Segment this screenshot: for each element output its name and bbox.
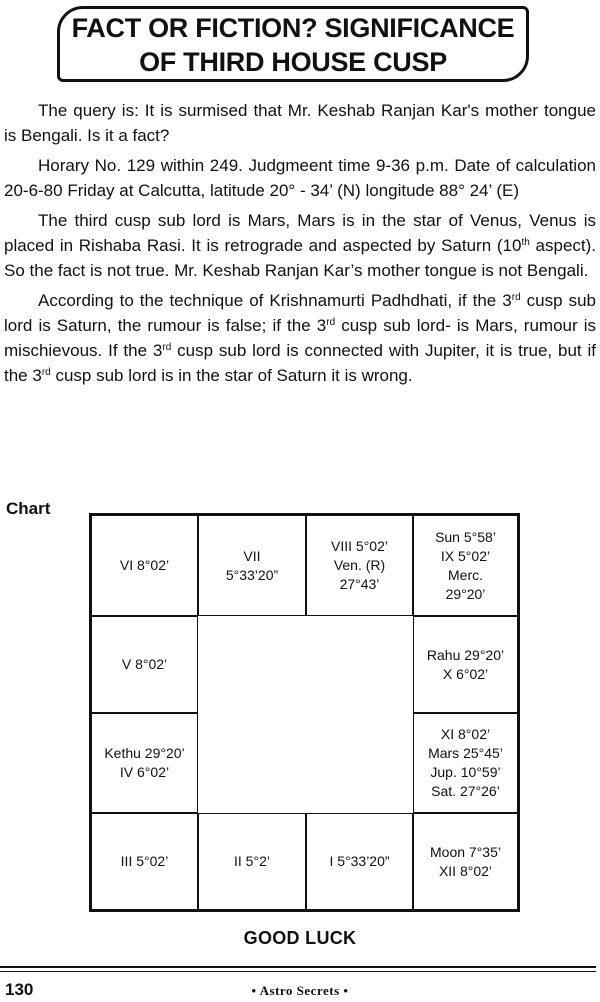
chart-cell-text: Merc. xyxy=(448,566,483,583)
technique-text-c: cusp sub lord- is Mars, rumour is mischievous. If the 3 xyxy=(4,316,597,360)
chart-cell-text: Moon 7°35’ xyxy=(430,843,501,860)
chart-cell-text: 5°33’20” xyxy=(225,566,279,583)
chart-cell-r4c3 xyxy=(306,813,413,910)
chart-cell-text: VIII 5°02’ xyxy=(331,538,388,554)
horoscope-chart xyxy=(89,513,520,912)
footer-rule-thick xyxy=(0,966,596,968)
chart-cell-text: XI 8°02’ xyxy=(440,726,491,742)
chart-cell-r4c1 xyxy=(91,813,198,910)
chart-cell-text: Sat. 27°26’ xyxy=(431,783,500,799)
chart-cell-text: IV 6°02’ xyxy=(119,764,170,780)
chart-center-blank xyxy=(198,616,413,813)
superscript-rd-4: rd xyxy=(41,367,51,378)
paragraph-technique xyxy=(4,288,596,388)
technique-text-b: cusp sub lord is Saturn, the rumour is false; if the 3 xyxy=(4,291,596,335)
chart-cell-r2c1 xyxy=(91,616,198,713)
chart-cell-text: VII xyxy=(243,547,261,564)
chart-cell-text: II 5°2’ xyxy=(234,853,270,869)
chart-cell-text: V 8°02’ xyxy=(121,656,168,672)
chart-cell-text: X 6°02’ xyxy=(442,665,489,682)
body-text xyxy=(4,98,596,393)
technique-text-a: According to the technique of Krishnamurti Padhdhati, if the 3 xyxy=(38,291,512,310)
chart-cell-r3c4 xyxy=(413,713,518,813)
chart-cell-r2c4 xyxy=(413,616,518,713)
footer-rule-thin xyxy=(0,971,596,972)
paragraph-query: The query is: It is surmised that Mr. Keshab Ranjan Kar's mother tongue is Bengali. Is it a fact? xyxy=(4,101,596,145)
chapter-title-line-2: OF THIRD HOUSE CUSP xyxy=(139,47,447,77)
chart-label: Chart xyxy=(6,499,51,518)
superscript-rd-3: rd xyxy=(162,342,172,353)
paragraph-analysis xyxy=(4,208,596,283)
chapter-title-box xyxy=(57,6,529,82)
superscript-rd-1: rd xyxy=(511,292,521,303)
analysis-text-b: aspect). So the fact is not true. Mr. Keshab Ranjan Kar’s mother tongue is not Bengali. xyxy=(4,236,597,280)
technique-text-d: cusp sub lord is connected with Jupiter, it is true, but if the 3 xyxy=(4,341,596,385)
chart-cell-r4c2 xyxy=(198,813,306,910)
chart-cell-text: Rahu 29°20’ xyxy=(426,646,505,663)
superscript-rd-2: rd xyxy=(326,317,336,328)
chart-cell-text: Jup. 10°59’ xyxy=(430,764,501,780)
chart-cell-text: IX 5°02’ xyxy=(440,547,491,564)
chart-cell-text: Sun 5°58’ xyxy=(435,528,496,545)
chart-cell-text: Kethu 29°20’ xyxy=(104,745,185,761)
chapter-title-line-1: FACT OR FICTION? SIGNIFICANCE xyxy=(71,13,515,43)
chart-cell-text: Mars 25°45’ xyxy=(428,745,503,761)
chart-cell-r1c1 xyxy=(91,515,198,616)
page-number: 130 xyxy=(5,980,34,999)
chart-cell-text: III 5°02’ xyxy=(120,853,169,869)
chart-cell-r1c4 xyxy=(413,515,518,616)
chart-cell-r1c3 xyxy=(306,515,413,616)
paragraph-horary-details: Horary No. 129 within 249. Judgmeent time 9-36 p.m. Date of calculation 20-6-80 Friday at Calcutta, latitude 20° - 34’ (N) longitude 88° 24’ (E) xyxy=(4,156,596,200)
chart-cell-text: 29°20’ xyxy=(445,585,486,602)
running-title: • Astro Secrets • xyxy=(251,983,349,998)
chart-cell-text: Ven. (R) xyxy=(333,557,386,573)
chart-cell-r3c1 xyxy=(91,713,198,813)
closing-text: GOOD LUCK xyxy=(243,928,357,948)
chart-cell-r1c2 xyxy=(198,515,306,616)
chart-cell-text: 27°43’ xyxy=(339,576,380,592)
chart-cell-text: I 5°33’20” xyxy=(329,853,390,869)
chart-cell-text: XII 8°02’ xyxy=(438,862,493,879)
analysis-text-a: The third cusp sub lord is Mars, Mars is in the star of Venus, Venus is placed in Rishaba Rasi. It is retrograde and aspected by Saturn (10 xyxy=(4,211,596,255)
technique-text-e: cusp sub lord is in the star of Saturn it is wrong. xyxy=(50,366,413,385)
chart-cell-text: VI 8°02’ xyxy=(119,557,170,573)
chart-cell-r4c4 xyxy=(413,813,518,910)
superscript-th: th xyxy=(521,237,530,248)
